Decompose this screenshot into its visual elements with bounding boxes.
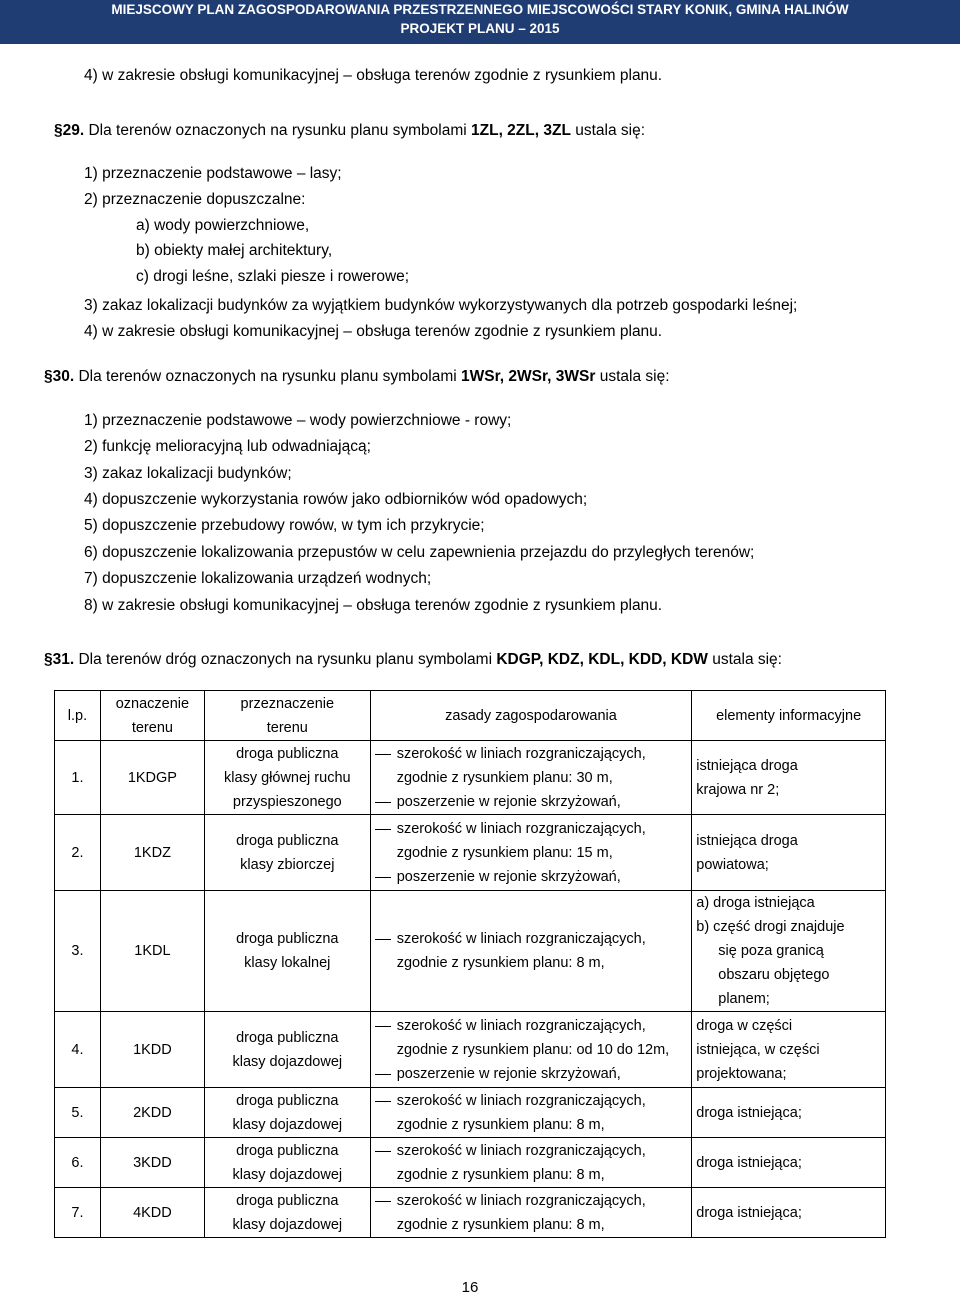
przeznaczenie-line: klasy dojazdowej — [232, 1116, 343, 1133]
section-30-item: 8) w zakresie obsługi komunikacyjnej – obsługa terenów zgodnie z rysunkiem planu. — [84, 597, 663, 614]
cell-zasady — [370, 1088, 692, 1138]
section-29-number: §29. — [54, 122, 85, 139]
cell-przeznaczenie — [204, 741, 370, 815]
rule-line: szerokość w liniach rozgraniczających, — [396, 1017, 646, 1034]
rule-line: szerokość w liniach rozgraniczających, — [396, 820, 646, 837]
section-30-number: §30. — [44, 368, 75, 385]
dash-bullet-icon — [375, 1201, 391, 1202]
header-oznaczenie — [100, 691, 204, 741]
rule-item — [375, 742, 688, 790]
cell-oznaczenie: 4KDD — [100, 1188, 204, 1238]
header-title: MIEJSCOWY PLAN ZAGOSPODAROWANIA PRZESTRZENNEGO MIEJSCOWOŚCI STARY KONIK, GMINA HALINÓW — [111, 2, 849, 17]
section-30-item: 3) zakaz lokalizacji budynków; — [84, 465, 292, 482]
section-29-item: 3) zakaz lokalizacji budynków za wyjątkiem budynków wykorzystywanych dla potrzeb gospodarki leśnej; — [84, 297, 798, 314]
section-31-symbols: KDGP, KDZ, KDL, KDD, KDW — [496, 651, 708, 668]
cell-lp: 6. — [55, 1138, 101, 1188]
section-30-item: 2) funkcję melioracyjną lub odwadniającą; — [84, 438, 371, 455]
table-row — [55, 815, 886, 891]
przeznaczenie-line: przyspieszonego — [232, 793, 342, 810]
rule-line: poszerzenie w rejonie skrzyżowań, — [396, 1065, 621, 1082]
cell-oznaczenie: 1KDGP — [100, 741, 204, 815]
section-29-intro-pre: Dla terenów oznaczonych na rysunku planu symbolami — [84, 122, 472, 139]
page-number: 16 — [461, 1279, 479, 1296]
rule-line: zgodnie z rysunkiem planu: 8 m, — [396, 1166, 605, 1183]
cell-lp: 2. — [55, 815, 101, 891]
przeznaczenie-line: droga publiczna — [236, 1142, 339, 1159]
element-line: droga istniejąca; — [696, 1204, 802, 1221]
section-29-symbols: 1ZL, 2ZL, 3ZL — [471, 122, 571, 139]
section-30-intro — [44, 367, 670, 387]
element-item-label: a) droga istniejąca — [696, 895, 815, 911]
section-31-intro-pre: Dla terenów dróg oznaczonych na rysunku planu symbolami — [74, 651, 497, 668]
cell-elementy — [692, 741, 886, 815]
rule-line: szerokość w liniach rozgraniczających, — [396, 745, 646, 762]
cell-przeznaczenie — [204, 891, 370, 1012]
top-item: 4) w zakresie obsługi komunikacyjnej – obsługa terenów zgodnie z rysunkiem planu. — [84, 67, 663, 84]
dash-bullet-icon — [375, 829, 391, 830]
section-30-item: 5) dopuszczenie przebudowy rowów, w tym ich przykrycie; — [84, 517, 485, 534]
cell-zasady — [370, 1138, 692, 1188]
element-line: istniejąca droga — [696, 832, 798, 849]
section-30-item: 7) dopuszczenie lokalizowania urządzeń wodnych; — [84, 570, 432, 587]
table-row — [55, 1012, 886, 1088]
element-line: droga w części — [696, 1017, 793, 1034]
cell-oznaczenie: 3KDD — [100, 1138, 204, 1188]
rule-item — [375, 790, 688, 814]
cell-lp: 1. — [55, 741, 101, 815]
section-29-item: 1) przeznaczenie podstawowe – lasy; — [84, 165, 342, 182]
element-line: istniejąca, w części — [696, 1041, 820, 1058]
header-przeznaczenie-line2: terenu — [266, 719, 308, 736]
section-30-intro-pre: Dla terenów oznaczonych na rysunku planu symbolami — [74, 368, 462, 385]
element-line: istniejąca droga — [696, 757, 798, 774]
document-header — [0, 0, 960, 44]
element-line: projektowana; — [696, 1065, 787, 1082]
cell-przeznaczenie — [204, 1188, 370, 1238]
cell-zasady — [370, 1188, 692, 1238]
cell-przeznaczenie — [204, 1012, 370, 1088]
element-line: droga istniejąca; — [696, 1154, 802, 1171]
element-item-cont: obszaru objętego — [718, 967, 830, 983]
przeznaczenie-line: droga publiczna — [236, 1192, 339, 1209]
section-30-symbols: 1WSr, 2WSr, 3WSr — [461, 368, 596, 385]
header-elementy: elementy informacyjne — [692, 691, 886, 741]
cell-elementy — [692, 891, 886, 1012]
element-line: krajowa nr 2; — [696, 781, 780, 798]
table-row — [55, 741, 886, 815]
section-29-intro-post: ustala się: — [570, 122, 646, 139]
section-29-subitem: a) wody powierzchniowe, — [136, 217, 310, 234]
rule-line: zgodnie z rysunkiem planu: 8 m, — [396, 1216, 605, 1233]
section-29-item: 4) w zakresie obsługi komunikacyjnej – obsługa terenów zgodnie z rysunkiem planu. — [84, 323, 663, 340]
section-29-subitem: c) drogi leśne, szlaki piesze i rowerowe; — [136, 268, 410, 285]
element-line: droga istniejąca; — [696, 1104, 802, 1121]
roads-table — [54, 690, 886, 1238]
rule-item — [375, 1014, 688, 1062]
dash-bullet-icon — [375, 939, 391, 940]
element-item-cont: planem; — [718, 991, 770, 1007]
cell-oznaczenie: 2KDD — [100, 1088, 204, 1138]
cell-lp: 4. — [55, 1012, 101, 1088]
cell-oznaczenie: 1KDD — [100, 1012, 204, 1088]
rule-line: zgodnie z rysunkiem planu: 30 m, — [396, 769, 613, 786]
table-row — [55, 891, 886, 1012]
rule-line: szerokość w liniach rozgraniczających, — [396, 931, 646, 947]
rule-item — [375, 1062, 688, 1086]
section-30-item: 4) dopuszczenie wykorzystania rowów jako odbiorników wód opadowych; — [84, 491, 588, 508]
przeznaczenie-line: klasy głównej ruchu — [224, 769, 351, 786]
cell-lp: 5. — [55, 1088, 101, 1138]
przeznaczenie-line: klasy dojazdowej — [232, 1053, 343, 1070]
rule-line: szerokość w liniach rozgraniczających, — [396, 1142, 646, 1159]
section-29-subitem: b) obiekty małej architektury, — [136, 242, 333, 259]
cell-elementy — [692, 1088, 886, 1138]
cell-lp: 3. — [55, 891, 101, 1012]
section-31-intro — [44, 650, 782, 670]
przeznaczenie-line: klasy dojazdowej — [232, 1166, 343, 1183]
rule-item — [375, 1189, 688, 1237]
przeznaczenie-line: klasy dojazdowej — [232, 1216, 343, 1233]
rule-item — [375, 1089, 688, 1137]
rule-line: zgodnie z rysunkiem planu: 8 m, — [396, 955, 605, 971]
rule-item — [375, 927, 688, 975]
header-przeznaczenie — [204, 691, 370, 741]
cell-zasady — [370, 891, 692, 1012]
rule-line: poszerzenie w rejonie skrzyżowań, — [396, 793, 621, 810]
cell-oznaczenie: 1KDL — [100, 891, 204, 1012]
cell-elementy — [692, 815, 886, 891]
table-row — [55, 1088, 886, 1138]
cell-zasady — [370, 741, 692, 815]
header-oznaczenie-line1: oznaczenie — [115, 695, 190, 712]
przeznaczenie-line: droga publiczna — [236, 931, 339, 947]
section-31-number: §31. — [44, 651, 75, 668]
cell-zasady — [370, 815, 692, 891]
cell-przeznaczenie — [204, 815, 370, 891]
przeznaczenie-line: klasy lokalnej — [244, 955, 331, 971]
cell-przeznaczenie — [204, 1138, 370, 1188]
element-item-cont: się poza granicą — [718, 943, 824, 959]
section-30-intro-post: ustala się: — [595, 368, 670, 385]
rule-line: poszerzenie w rejonie skrzyżowań, — [396, 868, 621, 885]
dash-bullet-icon — [375, 1074, 391, 1075]
section-29-intro — [54, 121, 645, 141]
cell-zasady — [370, 1012, 692, 1088]
table-row — [55, 1138, 886, 1188]
section-31-intro-post: ustala się: — [707, 651, 782, 668]
cell-elementy — [692, 1188, 886, 1238]
rule-item — [375, 817, 688, 865]
header-zasady: zasady zagospodarowania — [370, 691, 692, 741]
cell-oznaczenie: 1KDZ — [100, 815, 204, 891]
rule-item — [375, 865, 688, 889]
header-przeznaczenie-line1: przeznaczenie — [240, 695, 335, 712]
przeznaczenie-line: droga publiczna — [236, 1092, 339, 1109]
dash-bullet-icon — [375, 877, 391, 878]
cell-elementy — [692, 1012, 886, 1088]
rule-line: zgodnie z rysunkiem planu: 15 m, — [396, 844, 613, 861]
section-30-item: 6) dopuszczenie lokalizowania przepustów w celu zapewnienia przejazdu do przyległych terenów; — [84, 544, 755, 561]
header-oznaczenie-line2: terenu — [131, 719, 173, 736]
table-header-row — [55, 691, 886, 741]
element-item-label: b) część drogi znajduje — [696, 919, 845, 935]
header-lp: l.p. — [55, 691, 101, 741]
przeznaczenie-line: droga publiczna — [236, 832, 339, 849]
rule-line: zgodnie z rysunkiem planu: 8 m, — [396, 1116, 605, 1133]
dash-bullet-icon — [375, 1151, 391, 1152]
header-subtitle: PROJEKT PLANU – 2015 — [400, 21, 560, 36]
dash-bullet-icon — [375, 1101, 391, 1102]
element-line: powiatowa; — [696, 856, 769, 873]
przeznaczenie-line: droga publiczna — [236, 745, 339, 762]
cell-lp: 7. — [55, 1188, 101, 1238]
section-29-item: 2) przeznaczenie dopuszczalne: — [84, 191, 306, 208]
table-row — [55, 1188, 886, 1238]
przeznaczenie-line: droga publiczna — [236, 1029, 339, 1046]
section-30-item: 1) przeznaczenie podstawowe – wody powierzchniowe - rowy; — [84, 412, 512, 429]
rule-line: szerokość w liniach rozgraniczających, — [396, 1192, 646, 1209]
dash-bullet-icon — [375, 802, 391, 803]
rule-line: zgodnie z rysunkiem planu: od 10 do 12m, — [396, 1041, 670, 1058]
dash-bullet-icon — [375, 1026, 391, 1027]
rule-item — [375, 1139, 688, 1187]
cell-przeznaczenie — [204, 1088, 370, 1138]
rule-line: szerokość w liniach rozgraniczających, — [396, 1092, 646, 1109]
przeznaczenie-line: klasy zbiorczej — [240, 856, 335, 873]
dash-bullet-icon — [375, 754, 391, 755]
cell-elementy — [692, 1138, 886, 1188]
